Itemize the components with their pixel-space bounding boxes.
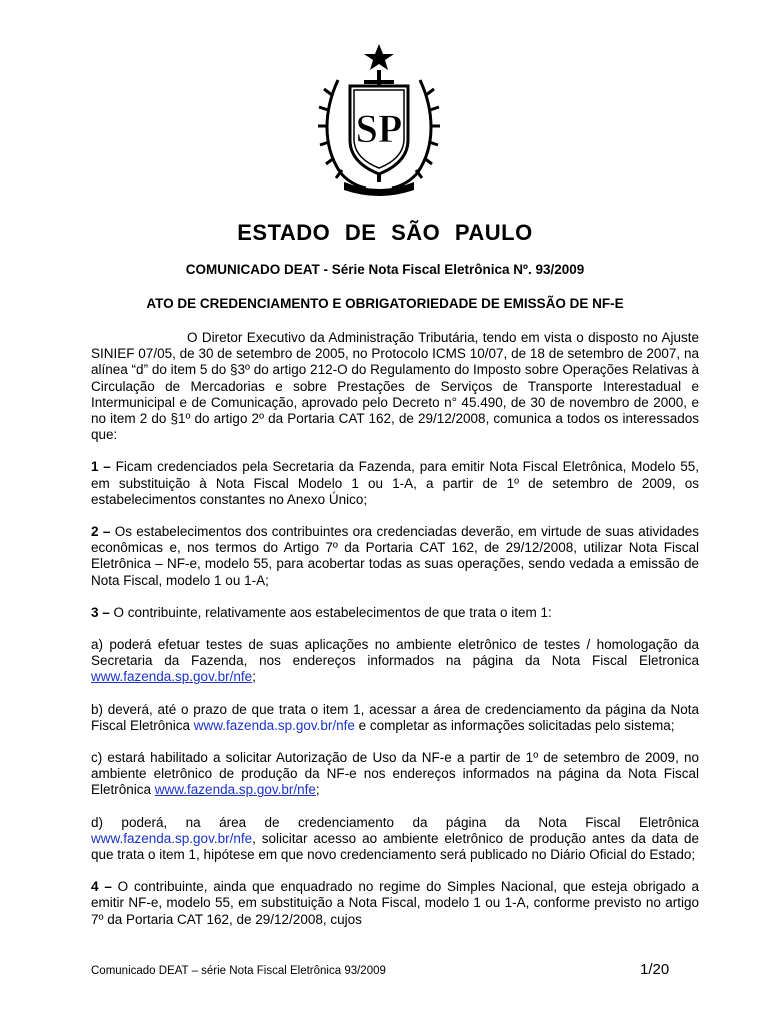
item-3a-text: a) poderá efetuar testes de suas aplicações no ambiente eletrônico de testes / homologação da Secretaria da Fazenda, nos endereços informados na página da Nota Fiscal Eletronica <box>91 637 699 669</box>
item-1-number: 1 – <box>91 459 111 475</box>
item-1-text: Ficam credenciados pela Secretaria da Fazenda, para emitir Nota Fiscal Eletrônica, Modelo 55, em substituição à Nota Fiscal Modelo 1 ou 1-A, a partir de 1º de setembro de 2009, os estabelecimentos constantes no Anexo Único; <box>91 459 699 507</box>
item-4-paragraph <box>91 879 699 928</box>
item-3-number: 3 – <box>91 604 110 620</box>
item-3c-text: c) estará habilitado a solicitar Autorização de Uso da NF-e a partir de 1º de setembro de 2009, no ambiente eletrônico de produção da NF-e nos endereços informados na página da Nota Fiscal Eletrônica <box>91 750 699 798</box>
act-title: ATO DE CREDENCIAMENTO E OBRIGATORIEDADE DE EMISSÃO DE NF-E <box>146 296 624 311</box>
item-3a-paragraph <box>91 637 699 686</box>
item-3-paragraph <box>91 605 699 621</box>
footer-text: Comunicado DEAT – série Nota Fiscal Eletrônica 93/2009 <box>91 965 386 977</box>
item-3c-paragraph <box>91 750 699 799</box>
item-3-text: O contribuinte, relativamente aos estabelecimentos de que trata o item 1: <box>109 604 552 620</box>
document-body <box>91 330 699 944</box>
item-2-text: Os estabelecimentos dos contribuintes ora credenciadas deverão, em virtude de suas atividades econômicas e, nos termos do Artigo 7º da Portaria CAT 162, de 29/12/2008, utilizar Nota Fiscal Eletrônica – NF-e, modelo 55, para acobertar todas as suas operações, sendo vedada a emissão de Nota Fiscal, modelo 1 ou 1-A; <box>91 524 699 588</box>
page-number: 1/20 <box>640 961 670 978</box>
nfe-link[interactable]: www.fazenda.sp.gov.br/nfe <box>193 717 355 733</box>
item-3b-end: e completar as informações solicitadas pelo sistema; <box>354 717 675 733</box>
item-3d-paragraph <box>91 815 699 864</box>
nfe-link[interactable]: www.fazenda.sp.gov.br/nfe <box>91 669 253 685</box>
item-3a-end: ; <box>252 669 256 685</box>
item-3b-paragraph <box>91 702 699 734</box>
svg-text:SP: SP <box>355 106 403 151</box>
item-3d-text: d) poderá, na área de credenciamento da página da Nota Fiscal Eletrônica <box>91 814 699 830</box>
item-4-text: O contribuinte, ainda que enquadrado no regime do Simples Nacional, que esteja obrigado a emitir NF-e, modelo 55, em substituição a Nota Fiscal, modelo 1 ou 1-A, conforme previsto no artigo 7º da Portaria CAT 162, de 29/12/2008, cujos <box>91 879 699 927</box>
nfe-link[interactable]: www.fazenda.sp.gov.br/nfe <box>91 830 253 846</box>
item-2-paragraph <box>91 524 699 589</box>
state-title: ESTADO DE SÃO PAULO <box>237 220 533 245</box>
item-3c-end: ; <box>315 782 320 798</box>
coat-of-arms-icon <box>316 40 442 198</box>
item-3d-end: , solicitar acesso ao ambiente eletrônico de produção antes da data de que trata o item 1, hipótese em que novo credenciamento será publicado no Diário Oficial do Estado; <box>91 830 699 863</box>
nfe-link[interactable]: www.fazenda.sp.gov.br/nfe <box>154 782 316 798</box>
communique-title: COMUNICADO DEAT - Série Nota Fiscal Eletrônica Nº. 93/2009 <box>185 262 585 277</box>
item-1-paragraph <box>91 459 699 508</box>
item-2-number: 2 – <box>91 524 111 540</box>
item-3b-text: b) deverá, até o prazo de que trata o item 1, acessar a área de credenciamento da página da Nota Fiscal Eletrônica <box>91 701 699 733</box>
intro-paragraph: O Diretor Executivo da Administração Tributária, tendo em vista o disposto no Ajuste SINIEF 07/05, de 30 de setembro de 2005, no Protocolo ICMS 10/07, de 18 de setembro de 2007, na alínea “d” do item 5 do §3º do artigo 212-O do Regulamento do Imposto sobre Operações Relativas à Circulação de Mercadorias e sobre Prestações de Serviços de Transporte Interestadual e Intermunicipal e de Comunicação, aprovado pelo Decreto n° 45.490, de 30 de novembro de 2000, e no item 2 do §1º do artigo 2º da Portaria CAT 162, de 29/12/2008, comunica a todos os interessados que: <box>91 330 699 443</box>
item-4-number: 4 – <box>91 879 112 895</box>
